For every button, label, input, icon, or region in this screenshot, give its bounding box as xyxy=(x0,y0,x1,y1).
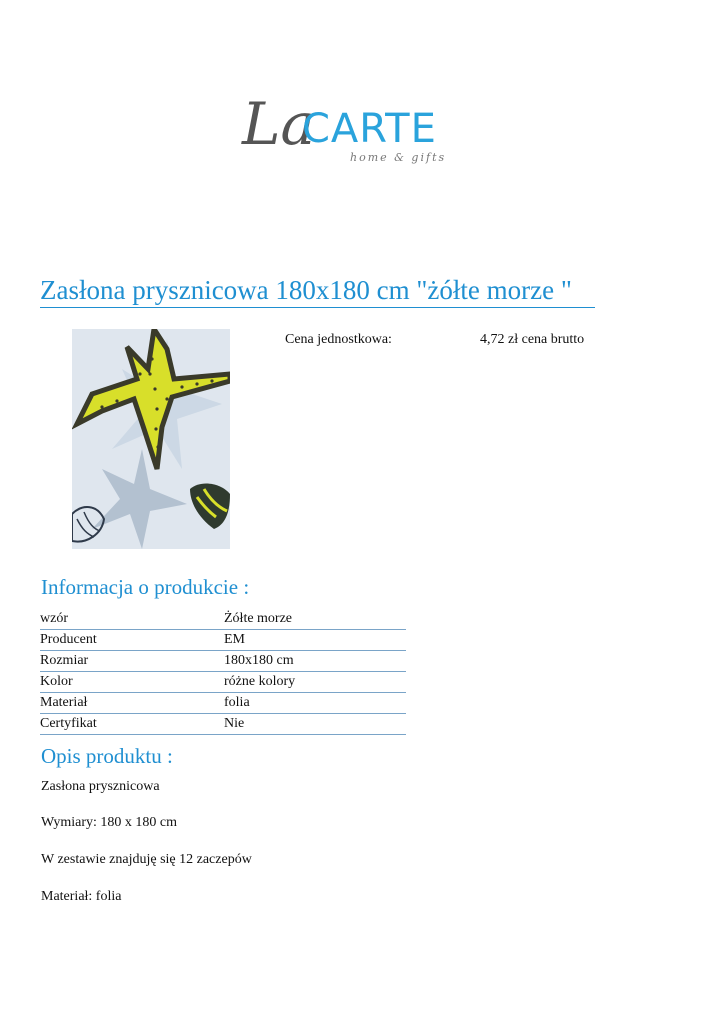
spec-value: 180x180 cm xyxy=(224,653,294,668)
description-line: W zestawie znajduję się 12 zaczepów xyxy=(41,852,252,867)
price-label: Cena jednostkowa: xyxy=(285,332,392,347)
logo-tagline: home & gifts xyxy=(350,151,447,164)
spec-key: Materiał xyxy=(40,695,88,710)
spec-key: Producent xyxy=(40,632,97,647)
info-heading: Informacja o produkcie : xyxy=(41,575,250,599)
spec-key: Certyfikat xyxy=(40,716,97,731)
price-value: 4,72 zł cena brutto xyxy=(480,332,585,347)
description-heading: Opis produktu : xyxy=(41,744,173,768)
spec-value: Żółte morze xyxy=(224,611,293,626)
spec-key: Rozmiar xyxy=(40,653,89,668)
spec-table xyxy=(40,609,406,735)
spec-key: wzór xyxy=(40,611,68,626)
product-image xyxy=(72,329,230,549)
logo-text-la: La xyxy=(242,90,316,158)
spec-row-size xyxy=(40,651,406,672)
spec-value: EM xyxy=(224,632,245,647)
spec-row-pattern xyxy=(40,609,406,630)
spec-value: folia xyxy=(224,695,250,710)
spec-row-color xyxy=(40,672,406,693)
product-title: Zasłona prysznicowa 180x180 cm "żółte morze " xyxy=(40,274,595,308)
description-line: Materiał: folia xyxy=(41,889,122,904)
logo-text-carte: CARTE xyxy=(302,106,437,152)
spec-value: Nie xyxy=(224,716,245,731)
lacarte-logo xyxy=(240,84,455,169)
spec-row-producer xyxy=(40,630,406,651)
spec-row-material xyxy=(40,693,406,714)
description-line: Wymiary: 180 x 180 cm xyxy=(41,815,178,830)
description-line: Zasłona prysznicowa xyxy=(41,779,160,794)
spec-key: Kolor xyxy=(40,674,73,689)
spec-row-certificate xyxy=(40,714,406,735)
spec-value: różne kolory xyxy=(224,674,296,689)
